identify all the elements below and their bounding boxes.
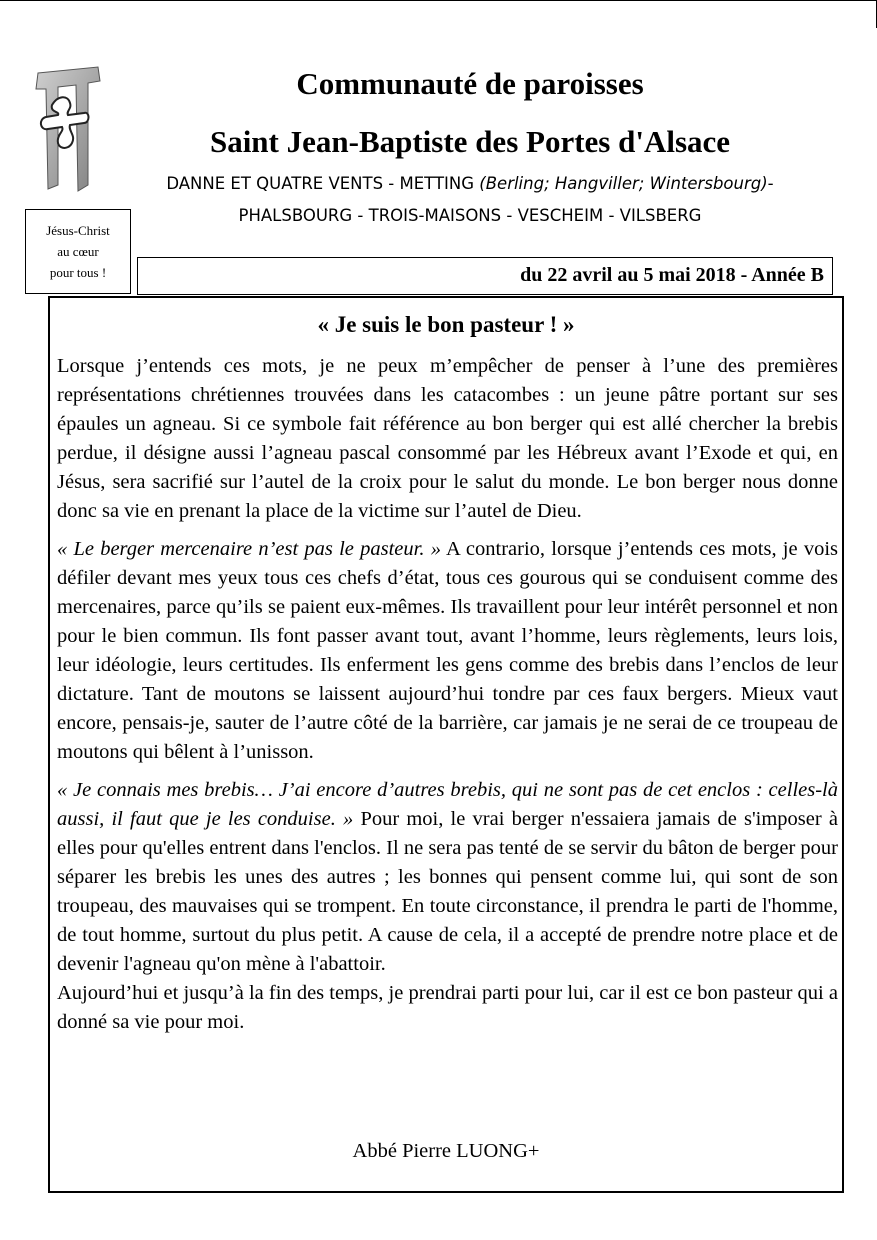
quote-sheep: « Je connais mes brebis… J’ai encore d’autres brebis, qui ne sont pas de cet enclos : celles-là aussi, il faut que je les conduise. »	[57, 779, 838, 830]
villages-annexes: (Berling; Hangviller; Wintersbourg)	[479, 174, 768, 193]
paragraph-2	[57, 535, 838, 767]
motto-line: au cœur	[57, 244, 99, 259]
villages-main: DANNE ET QUATRE VENTS - METTING	[166, 174, 480, 193]
villages-line-1	[110, 174, 830, 193]
cross-puzzle-logo-icon	[28, 65, 108, 195]
signature: Abbé Pierre LUONG+	[352, 1140, 540, 1162]
motto-line: Jésus-Christ	[46, 223, 110, 238]
parish-community-title: Communauté de paroisses	[296, 66, 644, 101]
villages-tail: -	[767, 174, 774, 193]
paragraph-4: Aujourd’hui et jusqu’à la fin des temps, je prendrai parti pour lui, car il est ce bon pasteur qui a donné sa vie pour moi.	[57, 982, 838, 1033]
quote-mercenary: « Le berger mercenaire n’est pas le pasteur. »	[57, 538, 441, 560]
editorial-body	[57, 352, 838, 1037]
villages-line-2: PHALSBOURG - TROIS-MAISONS - VESCHEIM - VILSBERG	[238, 206, 702, 225]
top-border	[0, 0, 877, 1]
parish-name-title: Saint Jean-Baptiste des Portes d'Alsace	[209, 124, 731, 159]
paragraph-3	[57, 776, 838, 979]
paragraph-3-text: Pour moi, le vrai berger n'essaiera jamais de s'imposer à elles pour qu'elles entrent dans l'enclos. Il ne sera pas tenté de se servir du bâton de berger pour séparer les brebis les unes des autres ; les bonnes qui pensent comme lui, qui sont de son troupeau, des mauvaises qui se trompent. En toute circonstance, il prendra le parti de l'homme, de tout homme, surtout du plus petit. A cause de cela, il a accepté de prendre notre place et de devenir l'agneau qu'on mène à l'abattoir.	[57, 808, 838, 975]
paragraph-2-text: A contrario, lorsque j’entends ces mots, je vois défiler devant mes yeux tous ces chefs d’état, tous ces gourous qui se conduisent comme des mercenaires, parce qu’ils se paient eux-mêmes. Ils travaillent pour leur intérêt personnel et non pour le bien commun. Ils font passer avant tout, avant l’homme, leurs règlements, leurs lois, leur idéologie, leurs certitudes. Ils enferment les gens comme des brebis dans l’enclos de leur dictature. Tant de moutons se laissent aujourd’hui tondre par ces faux bergers. Mieux vaut encore, pensais-je, sauter de l’autre côté de la barrière, car jamais je ne serai de ce troupeau de moutons qui bêlent à l’unisson.	[57, 538, 838, 763]
paragraph-1: Lorsque j’entends ces mots, je ne peux m’empêcher de penser à l’une des premières représentations chrétiennes trouvées dans les catacombes : un jeune pâtre portant sur ses épaules un agneau. Si ce symbole fait référence au bon berger qui est allé chercher la brebis perdue, il désigne aussi l’agneau pascal consommé par les Hébreux avant l’Exode et qui, en Jésus, sera sacrifié sur l’autel de la croix pour le salut du monde. Le bon berger nous donne donc sa vie en prenant la place de la victime sur l’autel de Dieu.	[57, 355, 838, 522]
editorial-heading: « Je suis le bon pasteur ! »	[317, 312, 575, 337]
date-banner: du 22 avril au 5 mai 2018 - Année B	[137, 257, 833, 295]
motto-line: pour tous !	[49, 265, 107, 280]
motto-box	[25, 209, 131, 294]
editorial-box	[48, 296, 844, 1193]
